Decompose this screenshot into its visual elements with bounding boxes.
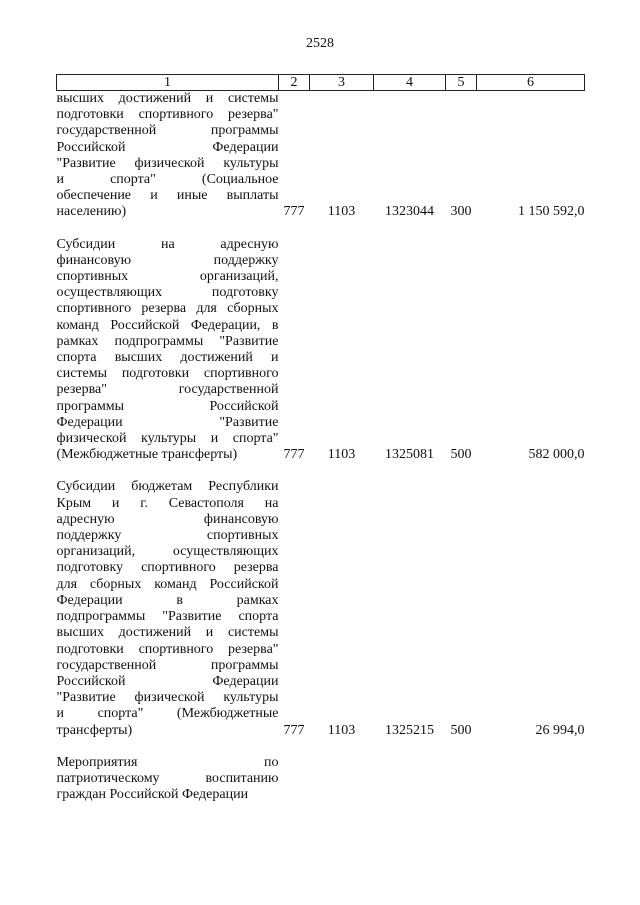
description-line: адресную финансовую (56, 511, 279, 527)
target-article-code: 1325081 (385, 447, 434, 463)
description-line: Мероприятия по (56, 754, 279, 770)
row-spacer-cell (57, 739, 585, 755)
target-article-code: 1325215 (385, 722, 434, 738)
description-line: государственной программы (56, 123, 279, 139)
description-line: Субсидии на адресную (56, 236, 279, 252)
description-line: и спорта" (Межбюджетные (56, 706, 279, 722)
description-line: Федерации в рамках (56, 592, 279, 608)
description-line: "Развитие физической культуры (56, 690, 279, 706)
description-line: спорта высших достижений и (56, 350, 279, 366)
header-col-5: 5 (446, 75, 477, 91)
row-description (57, 237, 279, 464)
description-line: поддержку спортивных (56, 528, 279, 544)
description-line: резерва" государственной (56, 382, 279, 398)
description-line: подпрограммы "Развитие спорта (56, 609, 279, 625)
description-line: патриотическому воспитанию (56, 770, 279, 786)
description-line: Российской Федерации (56, 673, 279, 689)
ministry-code (279, 755, 310, 804)
description-line: Российской Федерации (56, 139, 279, 155)
description-line: обеспечение и иные выплаты (56, 188, 279, 204)
budget-table (56, 74, 585, 803)
description-line: спортивного резерва для сборных (56, 301, 279, 317)
row-description (57, 91, 279, 221)
description-line: подготовку спортивного резерва (56, 560, 279, 576)
amount (477, 755, 585, 804)
header-col-6: 6 (477, 75, 585, 91)
description-line: трансферты) (56, 722, 133, 738)
description-line: финансовую поддержку (56, 252, 279, 268)
description-line: организаций, осуществляющих (56, 544, 279, 560)
expense-type-code: 500 (450, 722, 472, 738)
section-code: 1103 (327, 722, 356, 738)
amount: 582 000,0 (528, 447, 585, 463)
description-line: подготовки спортивного резерва" (56, 107, 279, 123)
target-article-code (374, 755, 446, 804)
amount: 1 150 592,0 (518, 204, 585, 220)
row-spacer (57, 463, 585, 479)
expense-type-code: 500 (450, 447, 472, 463)
description-line: программы Российской (56, 398, 279, 414)
description-line: команд Российской Федерации, в (56, 317, 279, 333)
row-description (57, 479, 279, 738)
page-number: 2528 (306, 36, 334, 51)
description-line: системы подготовки спортивного (56, 366, 279, 382)
description-line: "Развитие физической культуры (56, 155, 279, 171)
header-col-2: 2 (279, 75, 310, 91)
description-line: подготовки спортивного резерва" (56, 641, 279, 657)
table-row (57, 479, 585, 738)
description-line: осуществляющих подготовку (56, 285, 279, 301)
description-line: и спорта" (Социальное (56, 172, 279, 188)
target-article-code: 1323044 (385, 204, 434, 220)
section-code: 1103 (327, 447, 356, 463)
description-line: Федерации "Развитие (56, 414, 279, 430)
section-code (310, 755, 374, 804)
description-line: Субсидии бюджетам Республики (56, 479, 279, 495)
section-code: 1103 (327, 204, 356, 220)
row-spacer-cell (57, 463, 585, 479)
header-col-1: 1 (57, 75, 279, 91)
row-description (57, 755, 279, 804)
row-spacer-cell (57, 221, 585, 237)
table-body (57, 91, 585, 804)
description-line: Крым и г. Севастополя на (56, 495, 279, 511)
expense-type-code (446, 755, 477, 804)
row-spacer (57, 739, 585, 755)
description-line: для сборных команд Российской (56, 576, 279, 592)
table-row (57, 91, 585, 221)
description-line: граждан Российской Федерации (56, 787, 249, 803)
ministry-code: 777 (283, 204, 305, 220)
description-line: государственной программы (56, 657, 279, 673)
description-line: физической культуры и спорта" (56, 431, 279, 447)
header-col-3: 3 (310, 75, 374, 91)
ministry-code: 777 (283, 722, 305, 738)
table-row (57, 237, 585, 464)
header-col-4: 4 (374, 75, 446, 91)
ministry-code: 777 (283, 447, 305, 463)
header-row (57, 75, 585, 91)
description-line: рамках подпрограммы "Развитие (56, 333, 279, 349)
amount: 26 994,0 (535, 722, 585, 738)
description-line: (Межбюджетные трансферты) (56, 447, 238, 463)
row-spacer (57, 221, 585, 237)
expense-type-code: 300 (450, 204, 472, 220)
description-line: высших достижений и системы (56, 625, 279, 641)
description-line: населению) (56, 204, 127, 220)
table-row (57, 755, 585, 804)
description-line: спортивных организаций, (56, 269, 279, 285)
description-line: высших достижений и системы (56, 91, 279, 106)
